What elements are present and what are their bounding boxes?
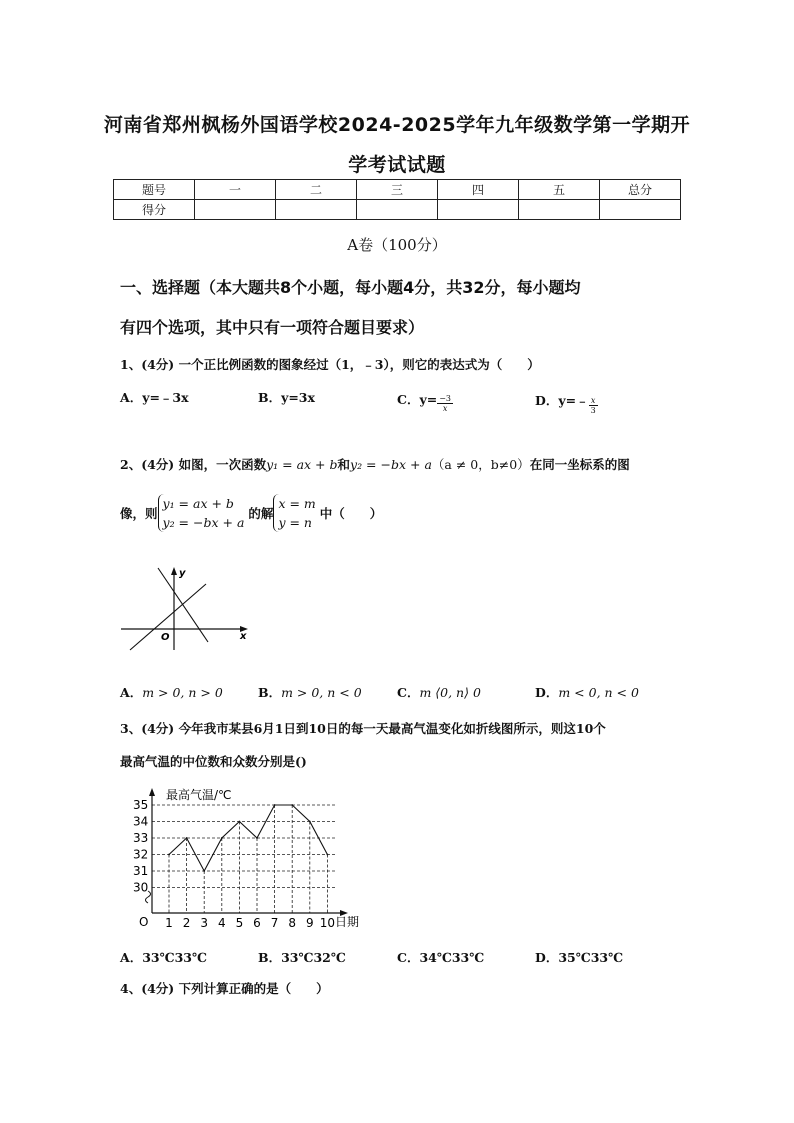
- chart-data-point: [203, 870, 205, 872]
- chart-xlabel: 日期: [335, 915, 360, 929]
- q2-solution-system: [273, 494, 315, 532]
- chart-data-point: [239, 821, 241, 823]
- score-header-cell: 三: [357, 180, 438, 200]
- q1-option-d-fraction: [589, 396, 598, 415]
- score-header-cell: 四: [438, 180, 519, 200]
- chart-data-point: [186, 837, 188, 839]
- chart-x-tick-label: 6: [253, 916, 261, 930]
- chart-y-tick-label: 35: [133, 798, 149, 812]
- chart-data-point: [274, 804, 276, 806]
- q1-option-d-prefix: D．y=﹣: [535, 393, 589, 408]
- exam-title-line1: 河南省郑州枫杨外国语学校2024-2025学年九年级数学第一学期开: [103, 114, 691, 136]
- score-header-cell: 题号: [114, 180, 195, 200]
- q2-option-d-label: D．: [535, 685, 559, 700]
- q2-y1-expression: y₁ = ax + b: [266, 457, 338, 472]
- chart-x-tick-label: 8: [288, 916, 297, 930]
- q2-condition: （a ≠ 0，b≠0）: [431, 457, 530, 472]
- chart-x-tick-label: 2: [182, 916, 191, 930]
- chart-title: 最高气温/℃: [166, 788, 232, 802]
- chart-x-tick-label: 5: [235, 916, 244, 930]
- q2-stem-line2: [120, 494, 382, 532]
- section1-heading-line2: 有四个选项，其中只有一项符合题目要求）: [120, 318, 425, 337]
- q2-solution-word: 的解: [248, 506, 274, 521]
- q2-coordinate-graph: [116, 562, 256, 654]
- chart-data-point: [309, 821, 311, 823]
- chart-grid: [152, 805, 335, 913]
- exam-title-line2: 学考试试题: [348, 154, 446, 176]
- chart-x-tick-label: 4: [217, 916, 226, 930]
- q1-c-numerator: −3: [439, 394, 451, 403]
- q2-option-d: [535, 683, 639, 701]
- q2-option-c-math: m ⟨0, n⟩ 0: [419, 685, 481, 700]
- q1-option-c-fraction: [437, 394, 453, 413]
- score-row-label: 得分: [114, 200, 195, 220]
- q2-option-b-math: m > 0, n < 0: [281, 685, 362, 700]
- score-table-score-row: [114, 200, 681, 220]
- paper-a-heading: A卷（100分）: [347, 236, 447, 254]
- q2-system-row1: y₁ = ax + b: [162, 496, 234, 511]
- graph-origin-label: O: [161, 632, 170, 643]
- score-cell[interactable]: [195, 200, 276, 220]
- q3-stem-line2: 最高气温的中位数和众数分别是(): [120, 754, 307, 769]
- graph-y-arrow-icon: [171, 567, 177, 575]
- section1-heading-line1: 一、选择题（本大题共8个小题，每小题4分，共32分，每小题均: [120, 278, 581, 297]
- q2-stem-line1: [120, 455, 630, 473]
- score-cell[interactable]: [357, 200, 438, 220]
- chart-y-tick-label: 30: [133, 880, 149, 895]
- score-header-cell: 一: [195, 180, 276, 200]
- chart-axes: [146, 788, 349, 916]
- chart-x-tick-label: 7: [270, 916, 279, 930]
- q2-line2-part2: 中（ ）: [319, 506, 383, 521]
- q1-option-c-prefix: C．y=: [397, 392, 438, 407]
- q3-option-c: C．34℃33℃: [397, 950, 485, 965]
- graph-line-y2: [158, 568, 208, 642]
- chart-ticks: [133, 798, 335, 930]
- q1-stem: 1、(4分) 一个正比例函数的图象经过（1，﹣3），则它的表达式为（ ）: [120, 357, 540, 372]
- q4-stem: 4、(4分) 下列计算正确的是（ ）: [120, 981, 329, 996]
- chart-data-point: [327, 854, 329, 856]
- q3-temperature-line-chart: [130, 783, 370, 933]
- chart-x-tick-label: 9: [305, 916, 314, 930]
- q2-line2-part1: 像，则: [120, 506, 158, 521]
- q1-d-denominator: 3: [590, 406, 596, 415]
- q3-option-b: B．33℃32℃: [258, 950, 346, 965]
- q1-option-d: [535, 388, 598, 415]
- chart-data-point: [291, 804, 293, 806]
- q2-equation-system: [158, 494, 245, 532]
- q2-stem-part2: 在同一坐标系的图: [529, 457, 630, 472]
- score-header-cell: 二: [276, 180, 357, 200]
- q2-solution-row2: y = n: [278, 515, 312, 530]
- chart-y-arrow-icon: [149, 788, 155, 796]
- chart-data-point: [221, 837, 223, 839]
- score-cell[interactable]: [438, 200, 519, 220]
- chart-data-point: [256, 837, 258, 839]
- q3-option-d: D．35℃33℃: [535, 950, 624, 965]
- chart-y-tick-label: 33: [133, 831, 149, 845]
- score-cell[interactable]: [600, 200, 681, 220]
- score-cell[interactable]: [519, 200, 600, 220]
- score-header-cell: 五: [519, 180, 600, 200]
- q2-option-a-label: A．: [120, 685, 143, 700]
- q2-option-a: [120, 683, 223, 701]
- q2-stem-part1: 2、(4分) 如图，一次函数: [120, 457, 267, 472]
- q2-y2-expression: y₂ = −bx + a: [350, 457, 432, 472]
- q3-option-a: A．33℃33℃: [120, 950, 207, 965]
- chart-x-tick-label: 10: [319, 916, 336, 930]
- score-cell[interactable]: [276, 200, 357, 220]
- q1-d-numerator: x: [589, 396, 598, 406]
- q1-option-c: [397, 388, 453, 413]
- chart-x-tick-label: 3: [200, 916, 209, 930]
- q1-option-a: A．y=﹣3x: [120, 390, 189, 405]
- q2-and-word: 和: [337, 457, 351, 472]
- q2-solution-row1: x = m: [278, 496, 316, 511]
- q2-system-row2: y₂ = −bx + a: [162, 515, 245, 530]
- q2-option-c-label: C．: [397, 685, 420, 700]
- chart-origin-label: O: [139, 915, 149, 929]
- q2-option-b: [258, 683, 362, 701]
- graph-y-label: y: [179, 568, 186, 579]
- q2-option-b-label: B．: [258, 685, 282, 700]
- graph-x-label: x: [240, 631, 247, 642]
- score-table-header-row: [114, 180, 681, 200]
- q1-c-denominator: x: [442, 404, 448, 413]
- score-header-cell: 总分: [600, 180, 681, 200]
- score-table: [113, 179, 681, 220]
- q1-option-b: B．y=3x: [258, 390, 315, 405]
- chart-data-point: [168, 854, 170, 856]
- q3-stem-line1: 3、(4分) 今年我市某县6月1日到10日的每一天最高气温变化如折线图所示，则这10个: [120, 721, 606, 736]
- q2-option-a-math: m > 0, n > 0: [142, 685, 223, 700]
- chart-y-tick-label: 32: [133, 847, 149, 862]
- q2-option-c: [397, 683, 481, 701]
- chart-x-tick-label: 1: [165, 916, 173, 930]
- chart-y-tick-label: 31: [133, 864, 149, 878]
- chart-y-tick-label: 34: [133, 814, 149, 829]
- q2-option-d-math: m < 0, n < 0: [558, 685, 639, 700]
